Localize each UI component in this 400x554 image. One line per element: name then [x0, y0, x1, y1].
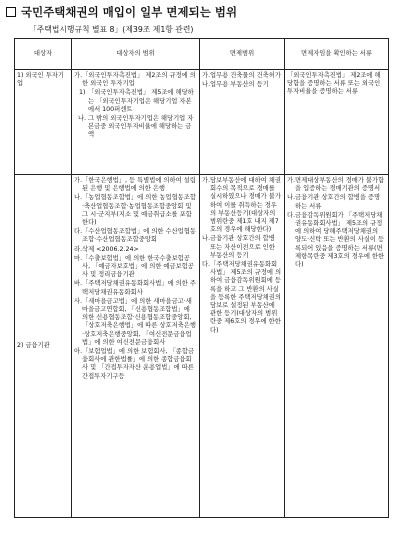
list-item: 나. 업무용 부동산의 등기 — [202, 81, 269, 89]
list-item: 가. 「외국인투자촉진법」 제2조의 규정에 의한 외국인 투자기업 — [74, 72, 196, 88]
page-title: 국민주택채권의 매입이 일부 면제되는 범위 — [21, 5, 238, 19]
table-row — [15, 175, 389, 518]
list-item: 나. 금융기관 상호간의 합병 또는 자산이전으로 인한 부동산의 등기 — [202, 235, 275, 259]
header-target: 대상자 — [15, 39, 72, 70]
list-item: 아. 「보험업법」에 의한 보험회사, 「종합금융회사에 관한법률」에 의한 종합금융회사 및 「간접투자자산 운용업법」에 따른 간접투자기구등 — [74, 348, 195, 380]
row-target: 2) 금융기관 — [15, 175, 72, 518]
page-subtitle: 「주택법시행규칙 별표 8」(제39조 제1항 관련) — [29, 25, 194, 34]
list-item: 가. 담보부동산에 대하여 채권회수의 목적으로 경매를 실시하였으나 경매가 불가하여 이를 취득하는 경우의 부동산등기(대상자의 범위란중 제1호 내지 제7호의 경우에 해당한다) — [202, 177, 281, 234]
exemption-table — [14, 38, 389, 518]
row-documents — [285, 175, 389, 518]
list-item: 라. 삭제 <2006.2.24> — [74, 245, 139, 253]
checkbox-icon — [6, 7, 16, 17]
list-item: 가. 「한국은행법」, 등 특별법에 의하여 설립된 은행 및 은행법에 의한 은행 — [74, 177, 196, 193]
row-documents — [285, 70, 389, 175]
list-item: 다. 「수산업협동조합법」에 의한 수산업협동조합·수산업협동조합중앙회 — [74, 228, 196, 244]
list-item: 1) 「외국인투자촉진법」 제5조에 해당하는 「외국인투자기업은 해당기업 자본에서 100퍼센트 — [79, 89, 194, 113]
list-item: 다. 금융감독위원회가 「주택저당채권유동화회사법」 제5조의 규정에 의하여 당해주택저당채권의 양도·신탁 또는 반환의 사실이 등록되어 있음을 증명하는 서류(면제항목란중 제3호의 경우에 한한다) — [287, 211, 385, 269]
row-scope — [72, 70, 200, 175]
row-target: 1) 외국인 투자기업 — [15, 70, 72, 175]
list-item: 가. 면제대상부동산의 경매가 불가함을 입증하는 경매기관의 증명서 — [287, 177, 385, 193]
header-scope: 대상자의 범위 — [72, 39, 200, 70]
list-item: 가. 업무용 건축물의 건축허가 — [202, 72, 281, 79]
list-item: 나. 「농업협동조합법」에 의한 농업협동조합·축산업협동조합·농업협동조합중앙회 및 그 시·군지부(지소 및 예금취급소를 포함한다) — [74, 194, 196, 227]
table-row — [15, 70, 389, 175]
list-item: 나. 금융기관 상호간의 합병을 증명하는 서류 — [287, 194, 381, 210]
list-item: 마. 「수출보험법」에 의한 한국수출보험공사, 「예금자보호법」에 의한 예금보험공사 및 정리금융기관 — [74, 254, 194, 279]
row-exemption — [200, 70, 285, 175]
title-row — [6, 4, 237, 20]
table-header-row — [15, 39, 389, 70]
header-documents: 면제자임을 확인하는 서류 — [285, 39, 389, 70]
list-item: 바. 「주택저당채권유동화회사법」에 의한 주택저당채권유동화회사 — [74, 280, 196, 296]
row-exemption — [200, 175, 285, 518]
list-item: 다. 「주택저당채권유동화회사법」 제5조의 규정에 의하여 금융감독위원회에 등록을 하고 그 반환의 사실을 등록한 주택저당채권의 담보로 설정된 부동산에 관한 등기(대상자의 범위란중 제6호의 경우에 한한다) — [202, 261, 282, 334]
list-item: 나. 그 밖의 외국인투자기업은 해당기업 자본금중 외국인투자비율에 해당하는 금액 — [78, 115, 194, 139]
list-item: 사. 「새마을금고법」에 의한 새마을금고·새마을금고연합회, 「신용협동조합법」에 의한 신용협동조합·신용협동조합중앙회, 「상호저축은행법」에 따른 상호저축은행·상호저축은행중앙회, 「여신전문금융업법」에 의한 여신전문금융회사 — [74, 297, 196, 346]
list-item: 「외국인투자촉진법」 제2조에 해당함을 증명하는 서류 또는 외국인투자비율을 증명하는 서류 — [287, 72, 381, 96]
row-scope — [72, 175, 200, 518]
header-exemption: 면제범위 — [200, 39, 285, 70]
